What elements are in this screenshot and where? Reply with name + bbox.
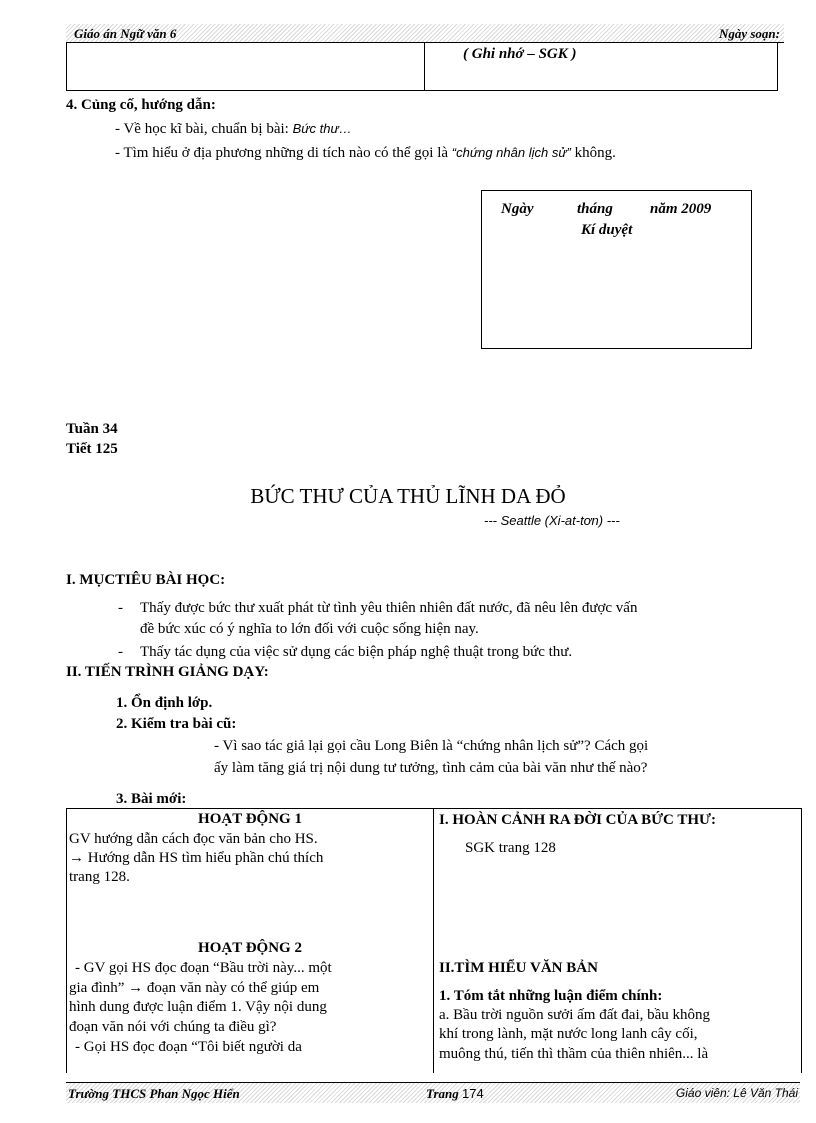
section2-title: II.TÌM HIỂU VĂN BẢN <box>439 960 598 976</box>
process-heading: II. TIẾN TRÌNH GIẢNG DẠY: <box>66 664 269 680</box>
activity2-line2: gia đình” → đoạn văn này có thể giúp em <box>69 980 320 996</box>
page-header <box>66 24 784 43</box>
section4-line1: - Về học kĩ bài, chuẩn bị bài: Bức thư… <box>115 121 352 137</box>
lesson-title: BỨC THƯ CỦA THỦ LĨNH DA ĐỎ <box>250 484 566 508</box>
lesson-author: --- Seattle (Xi-at-tơn) --- <box>484 513 620 528</box>
process-step3: 3. Bài mới: <box>116 791 187 807</box>
approval-year: năm 2009 <box>650 201 712 217</box>
section2-line1: a. Bầu trời nguồn sưởi ấm đất đai, bầu không <box>439 1007 711 1023</box>
footer-teacher: Giáo viên: Lê Văn Thái <box>675 1086 798 1100</box>
footer-school: Trường THCS Phan Ngọc Hiển <box>68 1086 240 1101</box>
objectives-heading: I. MỤCTIÊU BÀI HỌC: <box>66 572 226 588</box>
period-label: Tiết 125 <box>66 441 118 457</box>
week-label: Tuần 34 <box>66 421 118 437</box>
top-box <box>66 43 778 91</box>
top-box-note: ( Ghi nhớ – SGK ) <box>463 46 577 62</box>
activity2-title: HOẠT ĐỘNG 2 <box>198 940 302 956</box>
section2-line3: muông thú, tiến thì thầm của thiên nhiên... là <box>439 1046 709 1062</box>
activity2-line1: - GV gọi HS đọc đoạn “Bầu trời này... một <box>75 960 332 976</box>
objectives-bullet1-l1: Thấy được bức thư xuất phát từ tình yêu thiên nhiên đất nước, đã nêu lên được vấn <box>140 600 638 616</box>
process-step1: 1. Ổn định lớp. <box>116 695 213 711</box>
activity1-line2: → Hướng dẫn HS tìm hiểu phần chú thích <box>69 850 324 866</box>
objectives-dash2: - <box>118 644 123 660</box>
objectives-bullet1-l2: đề bức xúc có ý nghĩa to lớn đối với cuộc sống hiện nay. <box>140 621 479 637</box>
activity1-line3: trang 128. <box>69 869 130 885</box>
approval-day: Ngày <box>501 201 534 217</box>
approval-box <box>481 190 752 349</box>
process-question-l1: - Vì sao tác giả lại gọi cầu Long Biên là “chứng nhân lịch sử”? Cách gọi <box>214 738 649 754</box>
activity2-line5: - Gọi HS đọc đoạn “Tôi biết người da <box>75 1039 302 1055</box>
activity1-line1: GV hướng dẫn cách đọc văn bản cho HS. <box>69 831 318 847</box>
objectives-dash1: - <box>118 600 123 616</box>
process-step2: 2. Kiểm tra bài cũ: <box>116 716 237 732</box>
approval-month: tháng <box>577 201 613 217</box>
process-question-l2: ấy làm tăng giá trị nội dung tư tưởng, tình cảm của bài văn như thế nào? <box>214 760 648 776</box>
section4-title: 4. Củng cố, hướng dẫn: <box>66 97 216 113</box>
section2-subtitle: 1. Tóm tắt những luận điểm chính: <box>439 988 663 1004</box>
section2-line2: khí trong lành, mặt nước long lanh cây cối, <box>439 1026 698 1042</box>
activity1-title: HOẠT ĐỘNG 1 <box>198 811 302 827</box>
footer-page: Trang 174 <box>426 1086 484 1101</box>
lesson-table <box>66 808 802 1073</box>
activity2-line4: đoạn văn nói với chúng ta điều gì? <box>69 1019 277 1035</box>
activity2-line3: hình dung được luận điểm 1. Vậy nội dung <box>69 999 327 1015</box>
objectives-bullet2: Thấy tác dụng của việc sử dụng các biện pháp nghệ thuật trong bức thư. <box>140 644 573 660</box>
header-right: Ngày soạn: <box>718 26 780 41</box>
header-left: Giáo án Ngữ văn 6 <box>74 26 177 41</box>
section1-text: SGK trang 128 <box>465 840 556 856</box>
section4-line2: - Tìm hiểu ở địa phương những di tích nào có thể gọi là “chứng nhân lịch sử” không. <box>115 145 616 161</box>
section1-title: I. HOÀN CẢNH RA ĐỜI CỦA BỨC THƯ: <box>439 812 716 828</box>
page-footer <box>66 1082 800 1103</box>
approval-sign: Kí duyệt <box>581 222 633 238</box>
